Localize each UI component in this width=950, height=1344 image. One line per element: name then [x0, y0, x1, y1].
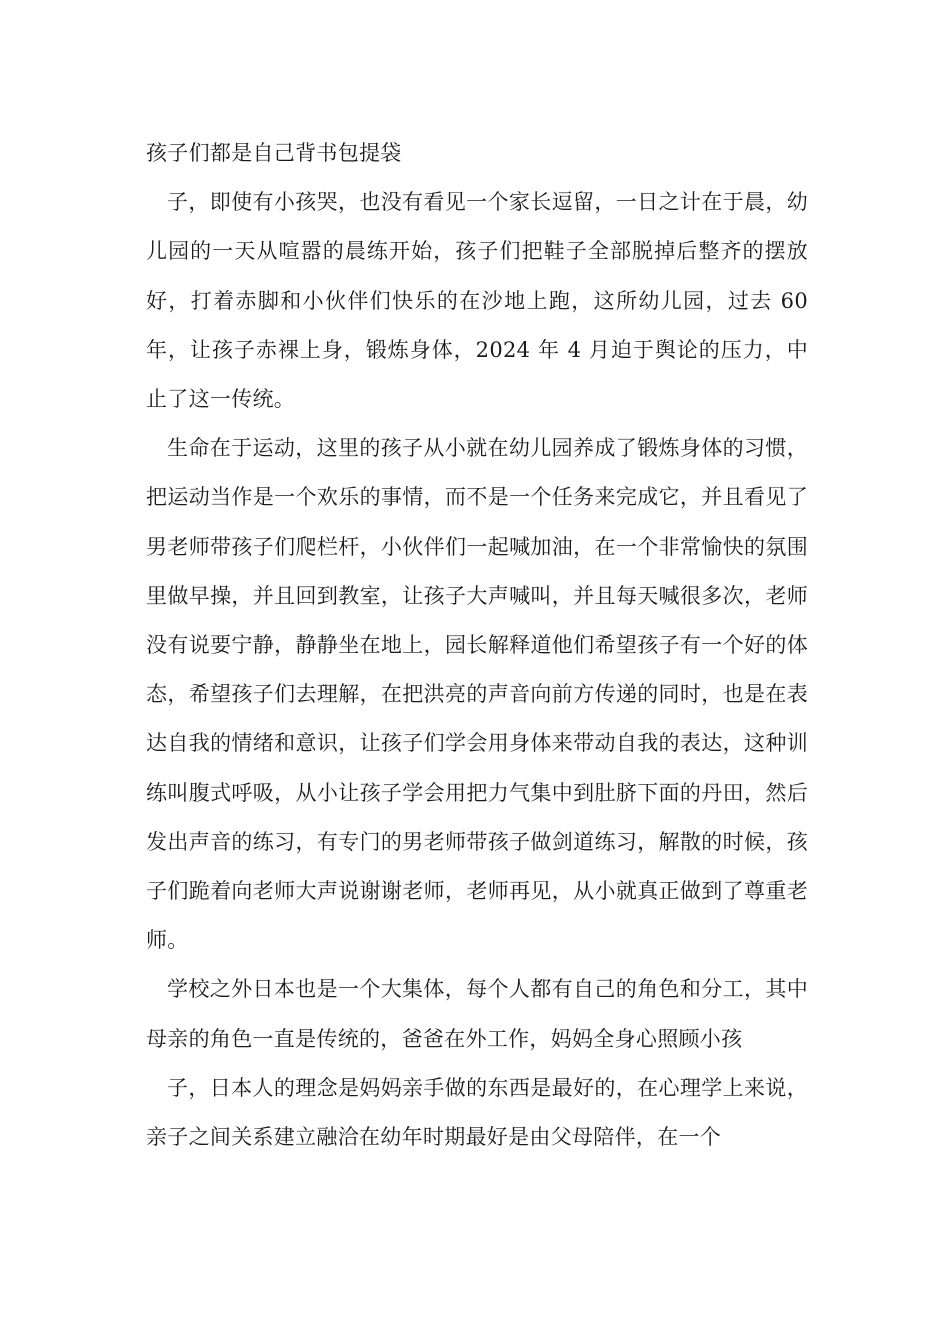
paragraph-2: 子，即使有小孩哭，也没有看见一个家长逗留，一日之计在于晨，幼儿园的一天从喧嚣的晨练开始，孩子们把鞋子全部脱掉后整齐的摆放好，打着赤脚和小伙伴们快乐的在沙地上跑，这所幼儿园，过去 60年，让孩子赤裸上身，锻炼身体，2024 年 4 月迫于舆论的压力，中止了这一传统。: [146, 190, 808, 412]
paragraph-3: 生命在于运动，这里的孩子从小就在幼儿园养成了锻炼身体的习惯，把运动当作是一个欢乐的事情，而不是一个任务来完成它，并且看见了男老师带孩子们爬栏杆，小伙伴们一起喊加油，在一个非常愉快的氛围里做早操，并且回到教室，让孩子大声喊叫，并且每天喊很多次，老师没有说要宁静，静静坐在地上，园长解释道他们希望孩子有一个好的体态，希望孩子们去理解，在把洪亮的声音向前方传递的同时，也是在表达自我的情绪和意识，让孩子们学会用身体来带动自我的表达，这种训练叫腹式呼吸，从小让孩子学会用把力气集中到肚脐下面的丹田，然后发出声音的练习，有专门的男老师带孩子做剑道练习，解散的时候，孩子们跪着向老师大声说谢谢老师，老师再见，从小就真正做到了尊重老师。: [146, 436, 808, 953]
paragraph-1: 孩子们都是自己背书包提袋: [146, 141, 402, 165]
paragraph-5: 子，日本人的理念是妈妈亲手做的东西是最好的，在心理学上来说，亲子之间关系建立融洽在幼年时期最好是由父母陪伴，在一个: [146, 1075, 808, 1150]
document-body: [146, 129, 808, 1162]
paragraph-4: 学校之外日本也是一个大集体，每个人都有自己的角色和分工，其中母亲的角色一直是传统的，爸爸在外工作，妈妈全身心照顾小孩: [146, 977, 808, 1051]
